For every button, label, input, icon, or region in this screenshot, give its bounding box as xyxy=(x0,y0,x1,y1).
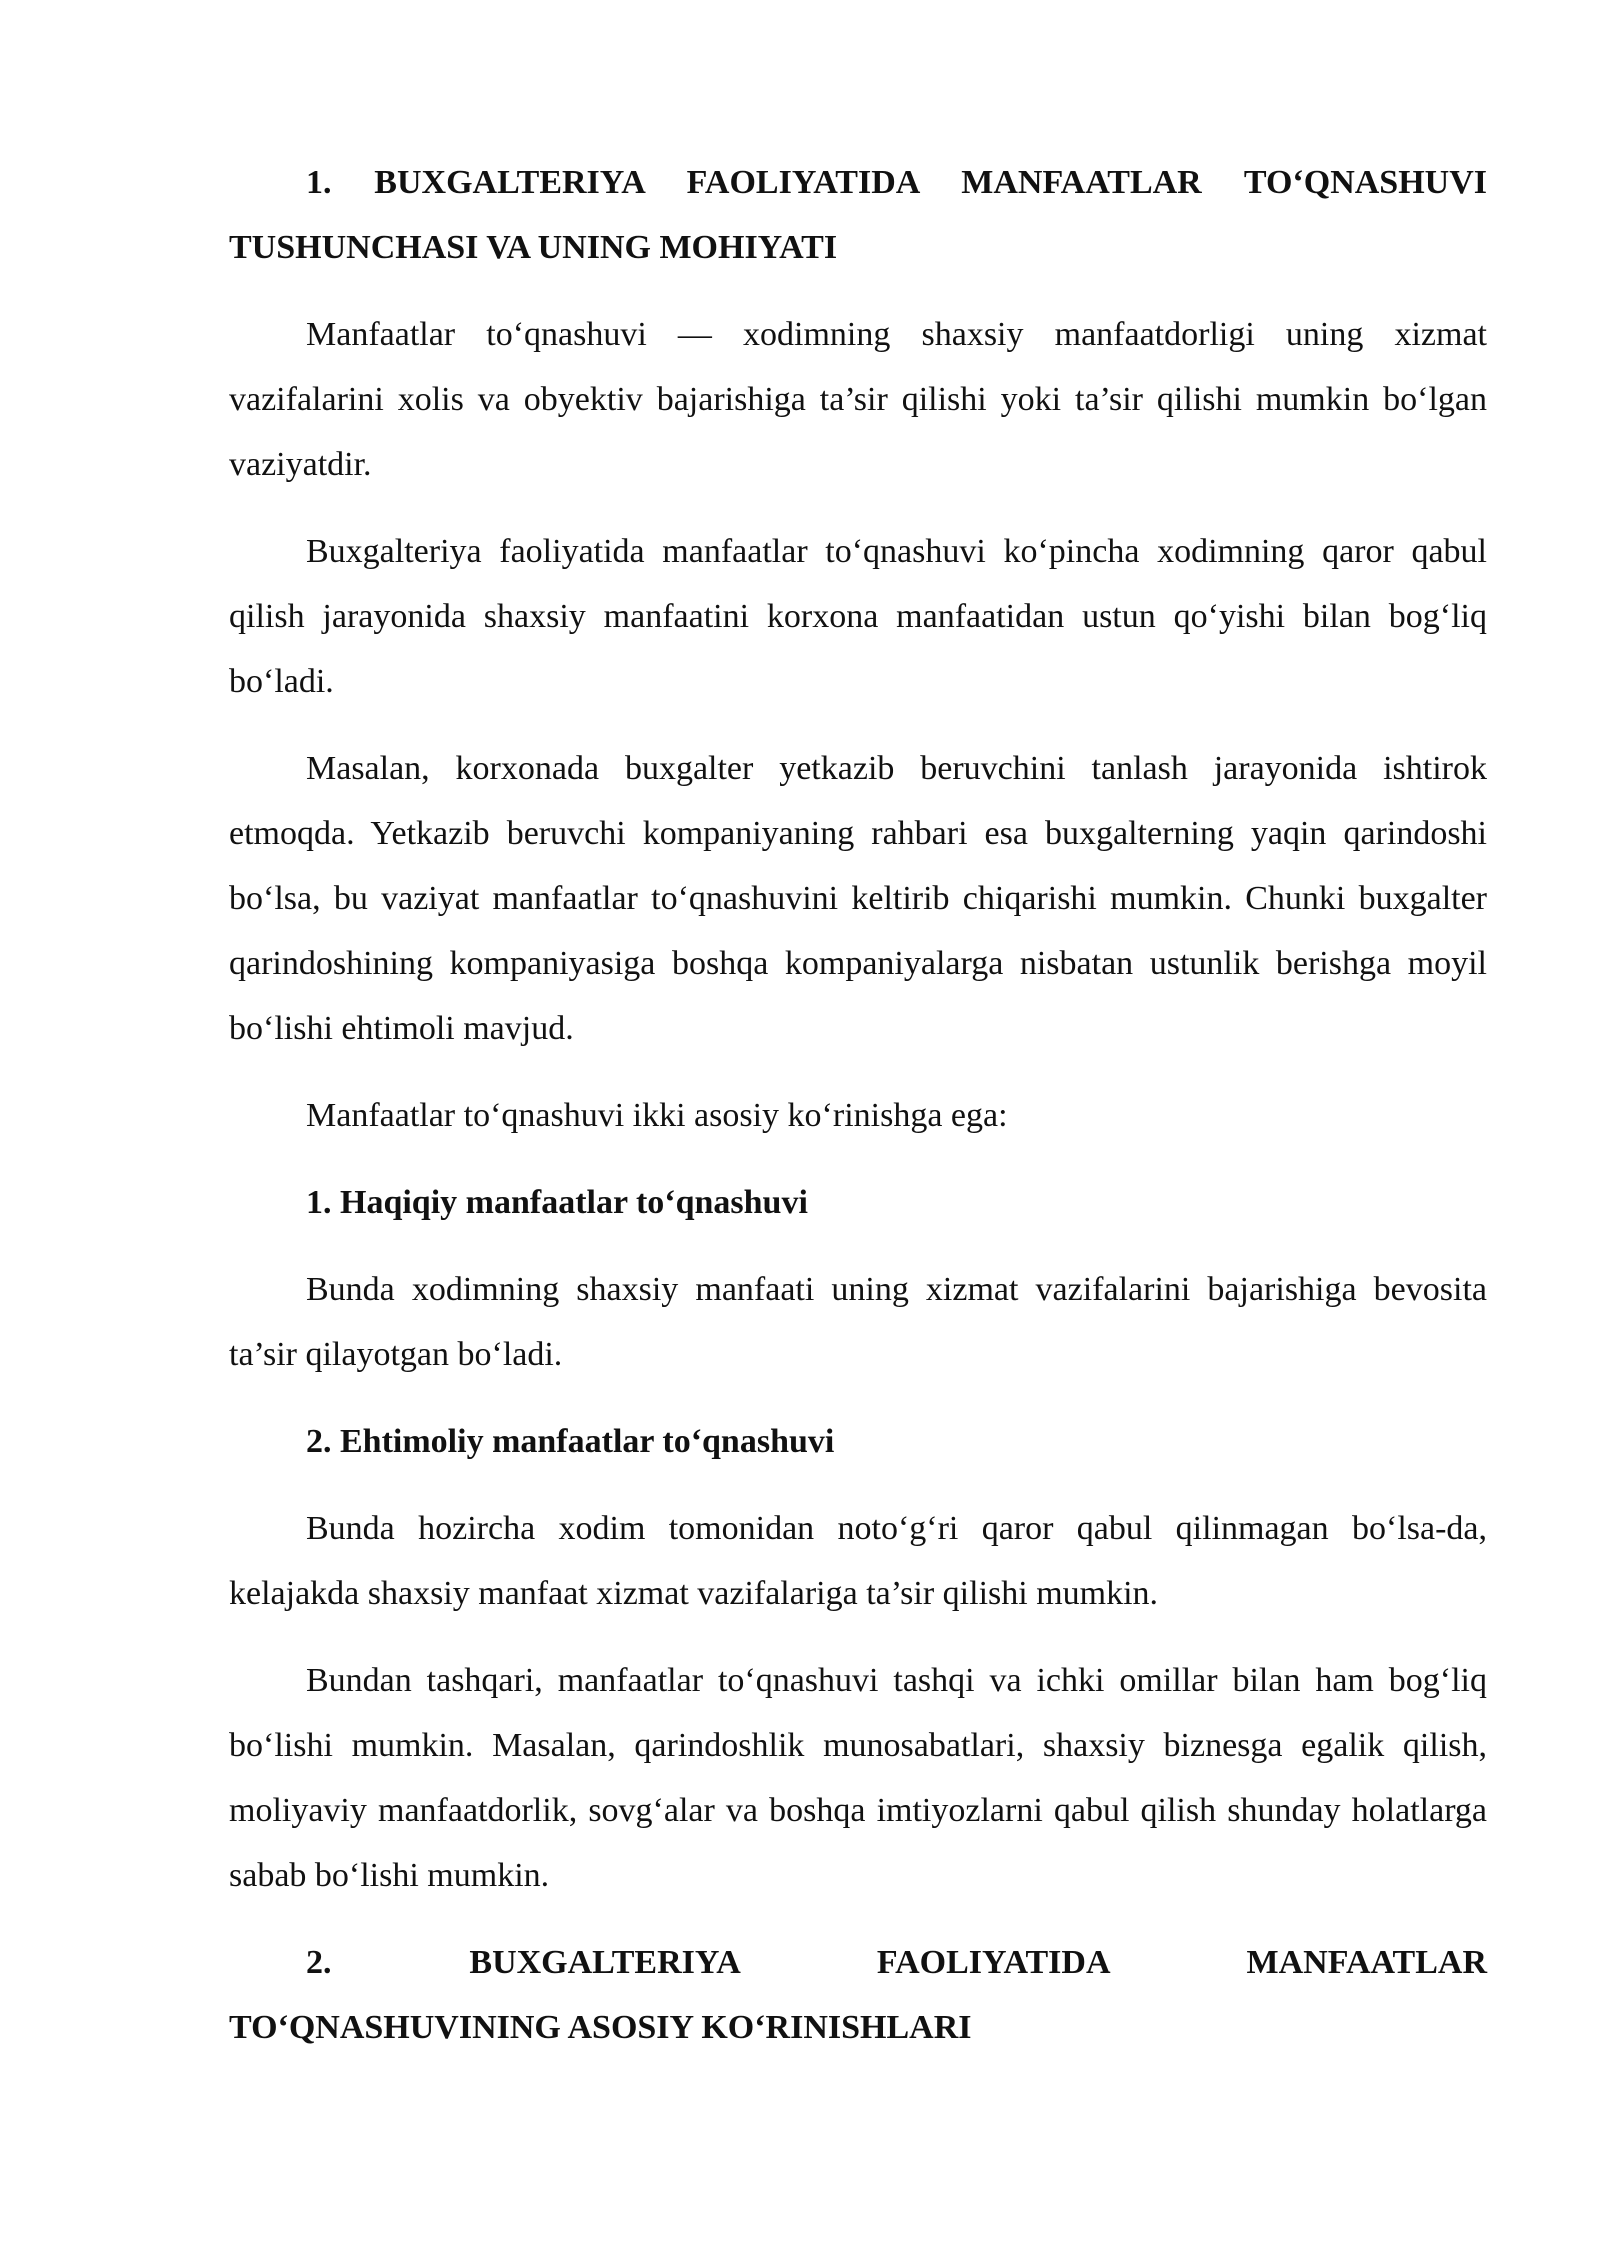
paragraph-two-forms: Manfaatlar to‘qnashuvi ikki asosiy ko‘rinishga ega: xyxy=(306,1097,1008,1134)
subheading-potential-conflict: 2. Ehtimoliy manfaatlar to‘qnashuvi xyxy=(306,1423,835,1460)
section-2-heading-line1: 2. BUXGALTERIYA FAOLIYATIDA MANFAATLAR xyxy=(306,1944,1487,1981)
section-2-heading-line2: TO‘QNASHUVINING ASOSIY KO‘RINISHLARI xyxy=(229,2009,972,2046)
paragraph-example: Masalan, korxonada buxgalter yetkazib beruvchini tanlash jarayonida ishtirok etmoqda. Yetkazib beruvchi kompaniyaning rahbari esa buxgalterning yaqin qarindoshi bo‘lsa, bu vaziyat manfaatlar to‘qnashuvini keltirib chiqarishi mumkin. Chunki buxgalter qarindoshining kompaniyasiga boshqa kompaniyalarga nisbatan ustunlik berishga moyil bo‘lishi ehtimoli mavjud. xyxy=(229,750,1487,1047)
subheading-actual-conflict: 1. Haqiqiy manfaatlar to‘qnashuvi xyxy=(306,1184,808,1221)
paragraph-potential-conflict: Bunda hozircha xodim tomonidan noto‘g‘ri qaror qabul qilinmagan bo‘lsa-da, kelajakda shaxsiy manfaat xizmat vazifalariga ta’sir qilishi mumkin. xyxy=(229,1510,1487,1612)
paragraph-definition: Manfaatlar to‘qnashuvi — xodimning shaxsiy manfaatdorligi uning xizmat vazifalarini xolis va obyektiv bajarishiga ta’sir qilishi yoki ta’sir qilishi mumkin bo‘lgan vaziyatdir. xyxy=(229,316,1487,483)
section-1-heading: 1. BUXGALTERIYA FAOLIYATIDA MANFAATLAR TO‘QNASHUVI TUSHUNCHASI VA UNING MOHIYATI xyxy=(229,164,1487,266)
paragraph-actual-conflict: Bunda xodimning shaxsiy manfaati uning xizmat vazifalarini bajarishiga bevosita ta’sir qilayotgan bo‘ladi. xyxy=(229,1271,1487,1373)
document-page xyxy=(229,150,1487,2060)
section-2-heading xyxy=(229,1930,1487,2060)
paragraph-accounting-context: Buxgalteriya faoliyatida manfaatlar to‘qnashuvi ko‘pincha xodimning qaror qabul qilish jarayonida shaxsiy manfaatini korxona manfaatidan ustun qo‘yishi bilan bog‘liq bo‘ladi. xyxy=(229,533,1487,700)
paragraph-factors: Bundan tashqari, manfaatlar to‘qnashuvi tashqi va ichki omillar bilan ham bog‘liq bo‘lishi mumkin. Masalan, qarindoshlik munosabatlari, shaxsiy biznesga egalik qilish, moliyaviy manfaatdorlik, sovg‘alar va boshqa imtiyozlarni qabul qilish shunday holatlarga sabab bo‘lishi mumkin. xyxy=(229,1662,1487,1894)
